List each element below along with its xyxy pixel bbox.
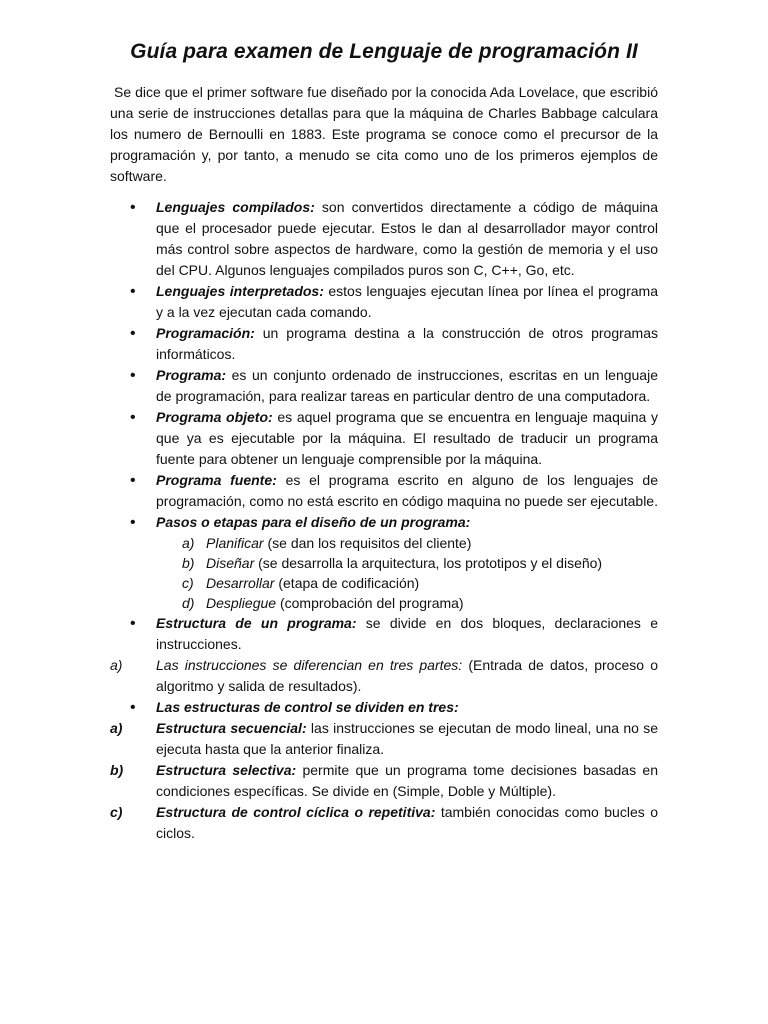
definition: son convertidos directamente a código de máquina que el procesador puede ejecutar. Estos le dan al desarrollador mayor control más control sobre aspectos de hardware, como la gestión de memoria y el uso del CPU. Algunos lenguajes compilados puros son C, C++, Go, etc. xyxy=(156,199,658,278)
term: Programa fuente: xyxy=(156,472,277,488)
bullet-icon: • xyxy=(130,367,136,384)
step-term: Diseñar xyxy=(206,555,255,571)
bullet-icon: • xyxy=(130,699,136,716)
definition: (Entrada de datos, proceso o algoritmo y salida de resultados). xyxy=(156,657,658,694)
definition: un programa destina a la construcción de otros programas informáticos. xyxy=(156,325,658,362)
list-item-selectiva xyxy=(110,760,658,802)
definition: es un conjunto ordenado de instrucciones, escritas en un lenguaje de programación, para realizar tareas en particular dentro de una computadora. xyxy=(156,367,658,404)
step-item xyxy=(110,593,658,613)
bullet-icon: • xyxy=(130,283,136,300)
term: Programación: xyxy=(156,325,255,341)
item-marker: a) xyxy=(110,720,123,736)
list-item-secuencial xyxy=(110,718,658,760)
list-item-programa-fuente xyxy=(110,470,658,512)
bullet-icon: • xyxy=(130,514,136,531)
definition: es aquel programa que se encuentra en lenguaje maquina y que ya es ejecutable por la máquina. El resultado de traducir un programa fuente para obtener un lenguaje comprensible por la máquina. xyxy=(156,409,658,467)
term: Las instrucciones se diferencian en tres partes: xyxy=(156,657,463,673)
item-marker: b) xyxy=(110,762,124,778)
step-term: Desarrollar xyxy=(206,575,275,591)
definition: las instrucciones se ejecutan de modo lineal, una no se ejecuta hasta que la anterior finaliza. xyxy=(156,720,659,757)
bullet-icon: • xyxy=(130,615,136,632)
concept-list xyxy=(110,197,658,533)
term: Programa objeto: xyxy=(156,409,273,425)
intro-paragraph: Se dice que el primer software fue diseñado por la conocida Ada Lovelace, que escribió una serie de instrucciones detallas para que la máquina de Charles Babbage calculara los numero de Bernoulli en 1883. Este programa se conoce como el precursor de la programación y, por tanto, a menudo se cita como uno de los primeros ejemplos de software. xyxy=(110,84,658,184)
term: Estructura secuencial: xyxy=(156,720,307,736)
list-item-programa xyxy=(110,365,658,407)
bullet-icon: • xyxy=(130,409,136,426)
term: Lenguajes interpretados: xyxy=(156,283,324,299)
list-item-programa-objeto xyxy=(110,407,658,470)
step-text: (etapa de codificación) xyxy=(274,575,420,591)
list-item-programacion xyxy=(110,323,658,365)
definition: es el programa escrito en alguno de los lenguajes de programación, como no está escrito en código maquina no puede ser ejecutable. xyxy=(156,472,658,509)
step-marker: c) xyxy=(182,575,194,591)
list-item-estructuras-control xyxy=(110,697,658,718)
item-marker: a) xyxy=(110,657,123,673)
definition: estos lenguajes ejecutan línea por línea el programa y a la vez ejecutan cada comando. xyxy=(156,283,658,320)
step-term: Despliegue xyxy=(206,595,277,611)
term: Estructura de control cíclica o repetitiva: xyxy=(156,804,436,820)
step-text: (se desarrolla la arquitectura, los prototipos y el diseño) xyxy=(254,555,603,571)
list-item-compilados xyxy=(110,197,658,281)
step-item xyxy=(110,573,658,593)
structure-list xyxy=(110,613,658,844)
page-title: Guía para examen de Lenguaje de programación II xyxy=(130,40,638,63)
steps-list xyxy=(110,533,658,613)
step-term: Planificar xyxy=(206,535,264,551)
definition: se divide en dos bloques, declaraciones e instrucciones. xyxy=(156,615,658,652)
list-item-pasos xyxy=(110,512,658,533)
step-marker: b) xyxy=(182,555,195,571)
step-item xyxy=(110,533,658,553)
term: Lenguajes compilados: xyxy=(156,199,315,215)
bullet-icon: • xyxy=(130,199,136,216)
step-item xyxy=(110,553,658,573)
term: Pasos o etapas para el diseño de un programa: xyxy=(156,514,471,530)
bullet-icon: • xyxy=(130,472,136,489)
step-text: (comprobación del programa) xyxy=(276,595,464,611)
step-text: (se dan los requisitos del cliente) xyxy=(263,535,472,551)
step-marker: d) xyxy=(182,595,195,611)
bullet-icon: • xyxy=(130,325,136,342)
list-item-instrucciones xyxy=(110,655,658,697)
term: Estructura de un programa: xyxy=(156,615,357,631)
item-marker: c) xyxy=(110,804,123,820)
term: Las estructuras de control se dividen en tres: xyxy=(156,699,459,715)
list-item-estructura xyxy=(110,613,658,655)
list-item-ciclica xyxy=(110,802,658,844)
term: Programa: xyxy=(156,367,227,383)
definition: también conocidas como bucles o ciclos. xyxy=(156,804,658,841)
term: Estructura selectiva: xyxy=(156,762,297,778)
definition: permite que un programa tome decisiones basadas en condiciones específicas. Se divide en (Simple, Doble y Múltiple). xyxy=(156,762,658,799)
step-marker: a) xyxy=(182,535,195,551)
list-item-interpretados xyxy=(110,281,658,323)
